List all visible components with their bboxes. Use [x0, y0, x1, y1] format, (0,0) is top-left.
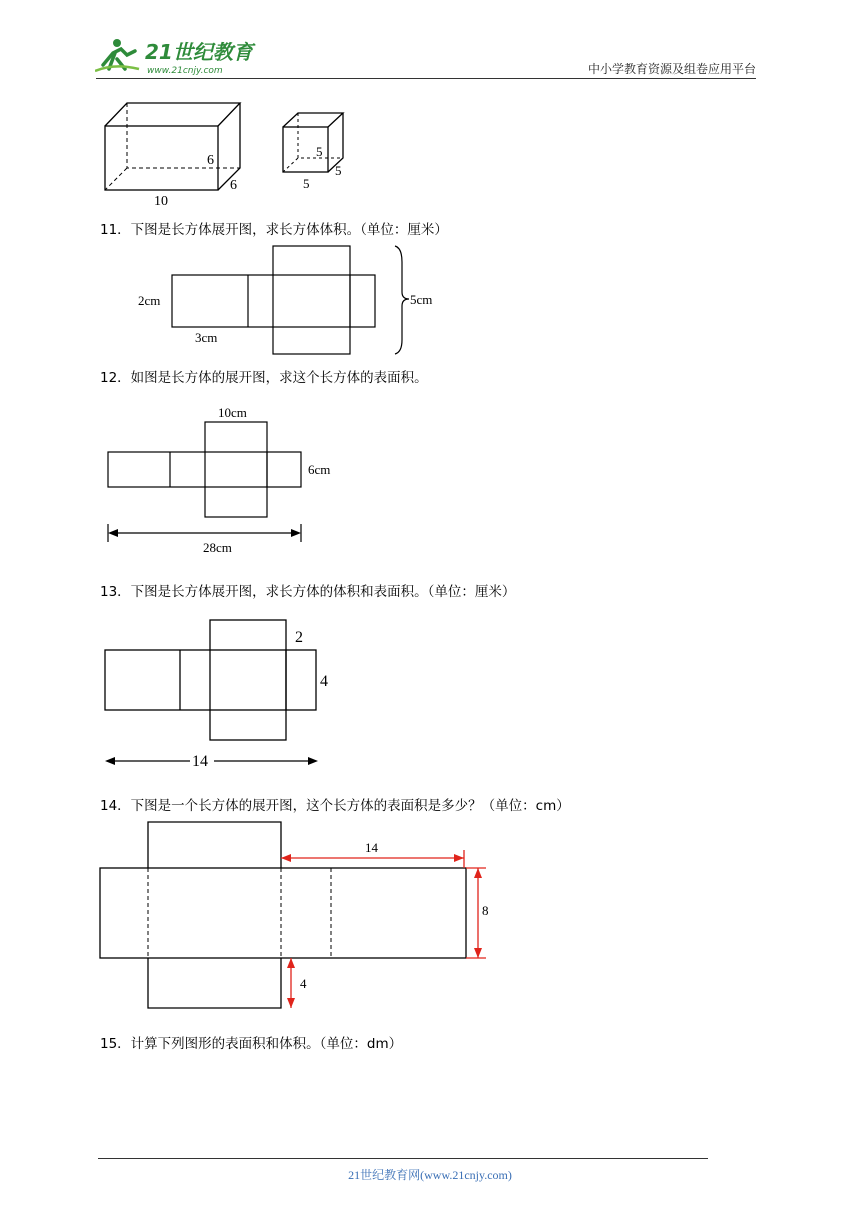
q11-label-5cm: 5cm	[410, 292, 433, 307]
q13-label-4: 4	[320, 673, 328, 690]
question-13-text: 13．下图是长方体展开图，求长方体的体积和表面积。（单位：厘米）	[100, 584, 516, 600]
q13-label-2: 2	[295, 629, 303, 646]
question-12-text: 12．如图是长方体的展开图，求这个长方体的表面积。	[100, 370, 428, 386]
footer-divider	[98, 1158, 708, 1159]
header-platform-text: 中小学教育资源及组卷应用平台	[587, 62, 756, 76]
q14-label-8: 8	[482, 903, 489, 918]
cuboid-height-label: 6	[207, 153, 214, 168]
logo-text: 21世纪教育	[145, 40, 253, 64]
q14-net-figure	[98, 818, 498, 1018]
cube-figure	[280, 110, 360, 195]
logo-url: www.21cnjy.com	[147, 66, 223, 76]
q13-net-figure	[100, 615, 340, 775]
footer-link[interactable]: 21世纪教育网(www.21cnjy.com)	[348, 1168, 512, 1182]
q12-label-28cm: 28cm	[203, 540, 232, 555]
q11-label-3cm: 3cm	[195, 330, 218, 345]
cuboid-width-label: 6	[230, 178, 237, 193]
cube-height-label: 5	[316, 144, 323, 159]
q14-label-14: 14	[365, 840, 378, 855]
q11-net-figure	[130, 242, 450, 357]
q13-label-14: 14	[192, 753, 208, 770]
cuboid-length-label: 10	[154, 194, 168, 209]
q11-label-2cm: 2cm	[138, 293, 161, 308]
cuboid-figure	[100, 98, 250, 213]
question-14-text: 14．下图是一个长方体的展开图，这个长方体的表面积是多少？（单位：cm）	[100, 798, 570, 814]
cube-depth-label: 5	[335, 163, 342, 178]
site-logo	[95, 35, 265, 80]
q14-label-4: 4	[300, 976, 307, 991]
cube-width-label: 5	[303, 176, 310, 191]
q12-net-figure	[105, 400, 345, 560]
header-divider	[96, 78, 756, 79]
runner-icon	[95, 39, 139, 71]
question-11-text: 11．下图是长方体展开图，求长方体体积。（单位：厘米）	[100, 222, 448, 238]
q12-label-10cm: 10cm	[218, 405, 247, 420]
question-15-text: 15．计算下列图形的表面积和体积。（单位：dm）	[100, 1036, 403, 1052]
q12-label-6cm: 6cm	[308, 462, 331, 477]
